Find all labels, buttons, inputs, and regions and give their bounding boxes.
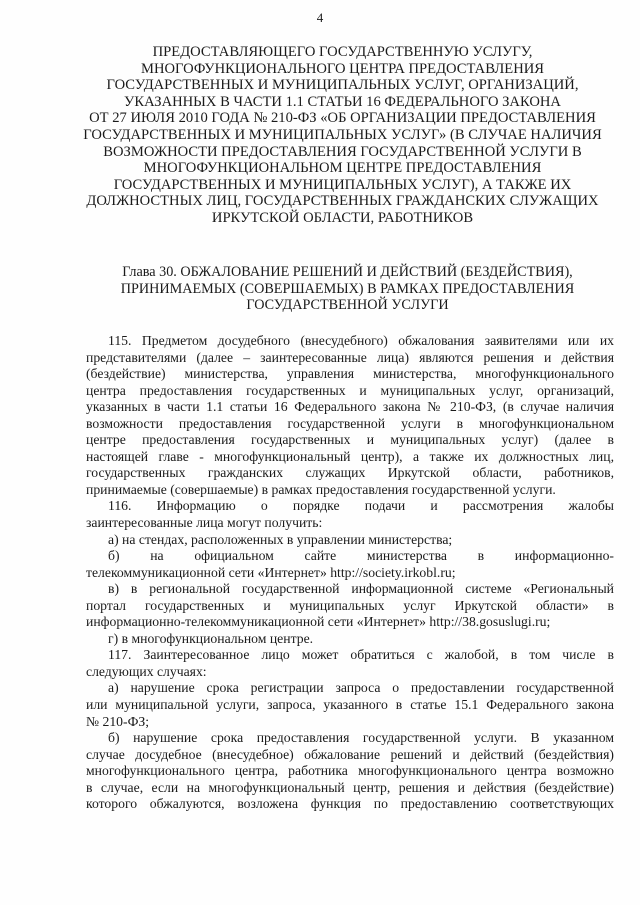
page-number: 4 <box>316 10 324 25</box>
list-item-line: портал государственных и муниципальных услуг Иркутской области» в <box>86 597 614 613</box>
paragraph-115-line: указанных в части 1.1 статьи 16 Федерального закона № 210-ФЗ, (в случае наличия <box>86 399 614 415</box>
heading-line: ПРЕДОСТАВЛЯЮЩЕГО ГОСУДАРСТВЕННУЮ УСЛУГУ, <box>152 44 533 60</box>
list-item-line: в) в региональной государственной информационной системе «Региональный <box>108 581 614 597</box>
list-item-line: которого обжалуются, возложена функция по предоставлению соответствующих <box>86 796 614 812</box>
list-item-line: г) в многофункциональном центре. <box>108 630 314 646</box>
chapter-title <box>70 264 625 314</box>
paragraph-117-line: 117. Заинтересованное лицо может обратиться с жалобой, в том числе в <box>108 647 614 663</box>
list-item-line: б) на официальном сайте министерства в информационно- <box>108 548 614 564</box>
heading-line: ГОСУДАРСТВЕННЫХ И МУНИЦИПАЛЬНЫХ УСЛУГ» (В СЛУЧАЕ НАЛИЧИЯ <box>83 126 602 143</box>
list-item-line: телекоммуникационной сети «Интернет» http://society.irkobl.ru; <box>86 564 456 580</box>
list-item-line: случае досудебное (внесудебное) обжалование решений и действий (бездействия) <box>86 746 614 762</box>
paragraph-115-line: центра предоставления государственных и муниципальных услуг, организаций, <box>86 382 614 398</box>
heading-line: ГОСУДАРСТВЕННЫХ И МУНИЦИПАЛЬНЫХ УСЛУГ, ОРГАНИЗАЦИЙ, <box>106 77 579 94</box>
heading-line: ГОСУДАРСТВЕННЫХ И МУНИЦИПАЛЬНЫХ УСЛУГ), А ТАКЖЕ ИХ <box>113 176 572 193</box>
paragraph-115-line: возможности предоставления государственной услуги в многофункциональном <box>86 415 614 431</box>
list-item-line: № 210-ФЗ; <box>86 713 150 729</box>
paragraph-115-line: принимаемые (совершаемые) в рамках предоставления государственной услуги. <box>86 481 556 497</box>
list-item-line: информационно-телекоммуникационной сети «Интернет» http://38.gosuslugi.ru; <box>86 614 551 630</box>
paragraph-115-line: 115. Предметом досудебного (внесудебного) обжалования заявителями или их <box>108 333 614 348</box>
paragraph-115-line: представителями (далее – заинтересованные лица) являются решения и действия <box>86 349 614 365</box>
paragraph-115-line: государственных гражданских служащих Иркутской области, работников, <box>86 465 614 481</box>
heading-line: ВОЗМОЖНОСТИ ПРЕДОСТАВЛЕНИЯ ГОСУДАРСТВЕННОЙ УСЛУГИ В <box>103 143 582 160</box>
paragraph-115-line: центре предоставления государственных и муниципальных услуг) (далее в <box>86 432 614 448</box>
heading-line: МНОГОФУНКЦИОНАЛЬНОГО ЦЕНТРА ПРЕДОСТАВЛЕНИЯ <box>140 60 545 77</box>
chapter-title-line: Глава 30. ОБЖАЛОВАНИЕ РЕШЕНИЙ И ДЕЙСТВИЙ (БЕЗДЕЙСТВИЯ), <box>122 264 573 280</box>
paragraph-115-line: настоящей главе - многофункциональный центр), а также их должностных лиц, <box>86 448 614 464</box>
heading-line: ДОЛЖНОСТНЫХ ЛИЦ, ГОСУДАРСТВЕННЫХ ГРАЖДАНСКИХ СЛУЖАЩИХ <box>86 193 599 210</box>
body-text <box>86 333 614 813</box>
list-item-line: б) нарушение срока предоставления государственной услуги. В указанном <box>108 730 614 746</box>
heading-line: МНОГОФУНКЦИОНАЛЬНОМ ЦЕНТРЕ ПРЕДОСТАВЛЕНИЯ <box>143 160 542 177</box>
heading-line: УКАЗАННЫХ В ЧАСТИ 1.1 СТАТЬИ 16 ФЕДЕРАЛЬНОГО ЗАКОНА <box>124 93 561 110</box>
heading-line: ОТ 27 ИЮЛЯ 2010 ГОДА № 210-ФЗ «ОБ ОРГАНИЗАЦИИ ПРЕДОСТАВЛЕНИЯ <box>89 110 596 127</box>
paragraph-115-line: (бездействие) министерства, управления министерства, многофункционального <box>86 366 614 382</box>
list-item-line: а) на стендах, расположенных в управлении министерства; <box>108 531 453 547</box>
heading-line: ИРКУТСКОЙ ОБЛАСТИ, РАБОТНИКОВ <box>211 209 474 226</box>
list-item-line: а) нарушение срока регистрации запроса о предоставлении государственной <box>108 680 614 696</box>
list-item-line: многофункционального центра, работника многофункционального центра возможно <box>86 763 614 779</box>
list-item-line: в случае, если на многофункциональный центр, решения и действия (бездействие) <box>86 779 614 795</box>
list-item-line: или муниципальной услуги, запроса, указанного в статье 15.1 Федерального закона <box>86 697 614 713</box>
chapter-title-line: ПРИНИМАЕМЫХ (СОВЕРШАЕМЫХ) В РАМКАХ ПРЕДОСТАВЛЕНИЯ <box>120 280 575 297</box>
section-heading <box>60 44 625 227</box>
paragraph-117-line: следующих случаях: <box>86 663 207 679</box>
chapter-title-line: ГОСУДАРСТВЕННОЙ УСЛУГИ <box>246 297 449 314</box>
paragraph-116-line: заинтересованные лица могут получить: <box>86 515 323 531</box>
paragraph-116-line: 116. Информацию о порядке подачи и рассмотрения жалобы <box>108 498 614 514</box>
